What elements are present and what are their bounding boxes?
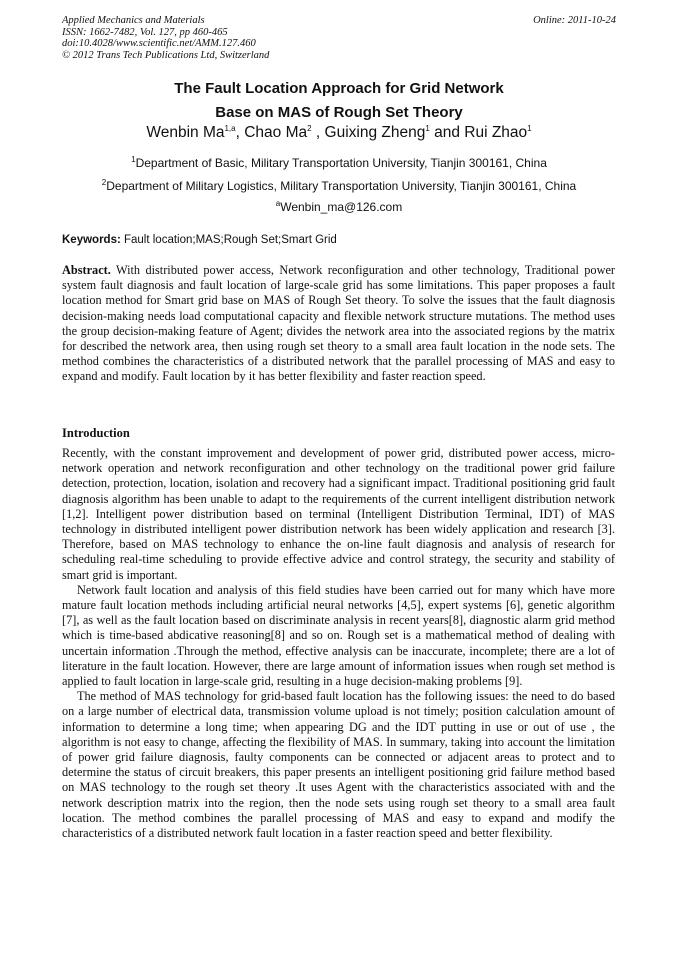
author-sup: 1: [425, 123, 430, 133]
publication-header: [62, 15, 616, 61]
paragraph: Network fault location and analysis of this field studies have been carried out for many which have more mature fault location methods including artificial neural networks [4,5], expert systems [6], genetic algorithm [7], as well as the fault location based on discriminate analysis in recent years[8], diagnostic alarm grid method which is time-based abdicative reasoning[8] and so on. Rough set is a mathematical method of dealing with uncertain information .Through the method, effective analysis can be inaccurate, incomplete; there are a lot of literature in the fault location. However, there are large amount of information issues when rough set method is applied to fault location in large-scale grid, resulting in a huge decision-making problems [9].: [62, 582, 615, 689]
email-line: [62, 200, 616, 214]
keywords-text: Fault location;MAS;Rough Set;Smart Grid: [120, 234, 337, 246]
section-heading-introduction: Introduction: [62, 426, 130, 440]
paragraph: Recently, with the constant improvement and development of power grid, distributed power access, micro-network operation and network reconfiguration and other technology on the traditional power grid failure detection, protection, location, isolation and recovery had a significant impact. Traditional positioning grid fault diagnosis algorithm has been unable to adapt to the requirements of the current intelligent distribution network [1,2]. Intelligent power distribution based on terminal (Intelligent Distribution Terminal, IDT) of MAS technology in distributed intelligent power distribution network has been widely application and research [3]. Therefore, based on MAS technology to enhance the on-line fault diagnosis and analysis of research for scheduling real-time scheduling to provide effective advice and control strategy, the security and stability of smart grid is important.: [62, 446, 615, 582]
paper-title-line-1: The Fault Location Approach for Grid Network: [174, 80, 504, 97]
keywords-label: Keywords:: [62, 234, 121, 246]
abstract-text: With distributed power access, Network reconfiguration and other technology, Traditional power system fault diagnosis and fault location of large-scale grid has some limitations. This paper proposes a fault location method for Smart grid base on MAS of Rough Set theory. To solve the issues that the fault diagnosis decision-making needs load computational capacity and flexible network structure mutations. The method uses the group decision-making feature of Agent; divides the network area into the associated regions by the matrix for described the network area, then using rough set theory to a small area fault location in the node sets. The method combines the characteristics of a distributed network that the parallel processing of MAS and easy to expand and modify. Fault location by it has better flexibility and faster reaction speed.: [62, 263, 615, 384]
affiliation-text: Department of Military Logistics, Military Transportation University, Tianjin 300161, China: [106, 179, 577, 193]
email-text: Wenbin_ma@126.com: [280, 200, 403, 214]
email-sup: a: [275, 199, 281, 208]
abstract: [62, 263, 615, 385]
author-name: Rui Zhao: [464, 124, 528, 141]
author-name: Chao Ma: [244, 124, 308, 141]
author-separator: ,: [311, 124, 325, 141]
author-sup: 2: [307, 123, 312, 133]
doi-line: doi:10.4028/www.scientific.net/AMM.127.460: [62, 38, 256, 49]
author-list: [62, 124, 616, 142]
online-date: Online: 2011-10-24: [533, 15, 616, 26]
author-separator: and: [429, 124, 465, 141]
abstract-label: Abstract.: [62, 263, 111, 277]
author-separator: ,: [235, 124, 245, 141]
author-sup: 1: [527, 123, 532, 133]
issn-line: ISSN: 1662-7482, Vol. 127, pp 460-465: [62, 26, 228, 38]
affiliation-sup: 1: [131, 155, 136, 164]
affiliation-2: [62, 179, 616, 193]
copyright-line: © 2012 Trans Tech Publications Ltd, Switzerland: [62, 49, 270, 61]
journal-name: Applied Mechanics and Materials: [62, 15, 205, 26]
paper-title-line-2: Base on MAS of Rough Set Theory: [215, 104, 463, 121]
paragraph: The method of MAS technology for grid-based fault location has the following issues: the need to do based on a large number of electrical data, transmission volume upload is not timely; position calculation amount of information to determine a long time; when appearing DG and the IDT putting in use or out of use , the algorithm is not easy to change, affecting the flexibility of MAS. In summary, taking into account the limitation of power grid failure diagnosis, faulty components can be connected or adjacent areas to protect and to determine the status of circuit breakers, this paper presents an intelligent positioning grid failure method based on MAS technology to the rough set theory .It uses Agent with the characteristics associated with and the network description matrix into the region, then the node sets using rough set theory to a small area fault location. The method combines the parallel processing of MAS and easy to expand and modify the characteristics of a distributed network fault location in a faster reaction speed and better flexibility.: [62, 689, 615, 841]
keywords-line: [62, 234, 616, 246]
introduction-body: [62, 446, 615, 841]
author-name: Guixing Zheng: [324, 124, 426, 141]
author-name: Wenbin Ma: [146, 124, 225, 141]
affiliation-1: [62, 156, 616, 170]
affiliation-text: Department of Basic, Military Transportation University, Tianjin 300161, China: [135, 156, 547, 170]
author-sup: 1,a: [224, 123, 236, 133]
affiliation-sup: 2: [101, 178, 107, 187]
